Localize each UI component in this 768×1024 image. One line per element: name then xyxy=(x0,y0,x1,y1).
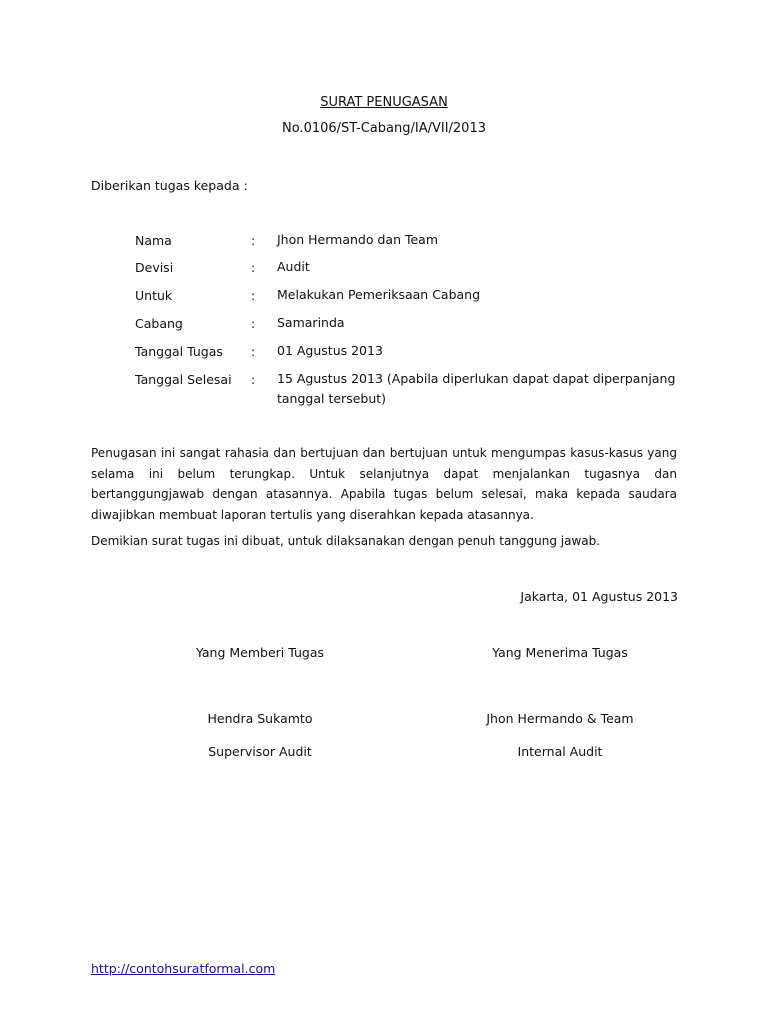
field-colon: : xyxy=(251,344,256,359)
intro-text: Diberikan tugas kepada : xyxy=(91,178,248,193)
field-value-tanggal-selesai: 15 Agustus 2013 (Apabila diperlukan dapat dapat diperpanjang tanggal tersebut) xyxy=(277,371,676,406)
body-paragraph: Penugasan ini sangat rahasia dan bertujuan dan bertujuan untuk mengumpas kasus-kasus yang selama ini belum terungkap. Untuk selanjutnya dapat menjalankan tugasnya dan bertanggungjawab dengan atasannya. Apabila tugas belum selesai, maka kepada saudara diwajibkan membuat laporan tertulis yang diserahkan kepada atasannya. xyxy=(91,446,677,522)
field-colon: : xyxy=(251,372,256,387)
signature-right-position: Internal Audit xyxy=(517,744,603,759)
closing-statement: Demikian surat tugas ini dibuat, untuk dilaksanakan dengan penuh tanggung jawab. xyxy=(91,534,601,548)
footer-link[interactable]: http://contohsuratformal.com xyxy=(91,961,276,976)
signature-left-name: Hendra Sukamto xyxy=(207,711,313,726)
field-colon: : xyxy=(251,288,256,303)
field-value-nama: Jhon Hermando dan Team xyxy=(277,232,439,247)
field-colon: : xyxy=(251,316,256,331)
field-colon: : xyxy=(251,233,256,248)
signature-right-name: Jhon Hermando & Team xyxy=(486,711,634,726)
field-label-untuk: Untuk xyxy=(135,288,173,303)
letter-title: SURAT PENUGASAN xyxy=(320,95,448,110)
field-colon: : xyxy=(251,260,256,275)
field-value-devisi: Audit xyxy=(277,259,310,274)
letter-number: No.0106/ST-Cabang/IA/VII/2013 xyxy=(281,121,486,136)
place-date: Jakarta, 01 Agustus 2013 xyxy=(520,589,678,604)
field-label-nama: Nama xyxy=(135,233,172,248)
field-label-cabang: Cabang xyxy=(135,316,183,331)
signature-right-role: Yang Menerima Tugas xyxy=(492,645,628,660)
field-value-tanggal-tugas: 01 Agustus 2013 xyxy=(277,343,383,358)
field-value-untuk: Melakukan Pemeriksaan Cabang xyxy=(277,287,481,302)
field-label-devisi: Devisi xyxy=(135,260,174,275)
signature-left-role: Yang Memberi Tugas xyxy=(195,645,325,660)
field-label-tanggal-selesai: Tanggal Selesai xyxy=(135,372,232,387)
signature-left-position: Supervisor Audit xyxy=(208,744,312,759)
field-value-cabang: Samarinda xyxy=(277,315,345,330)
field-label-tanggal-tugas: Tanggal Tugas xyxy=(135,344,223,359)
